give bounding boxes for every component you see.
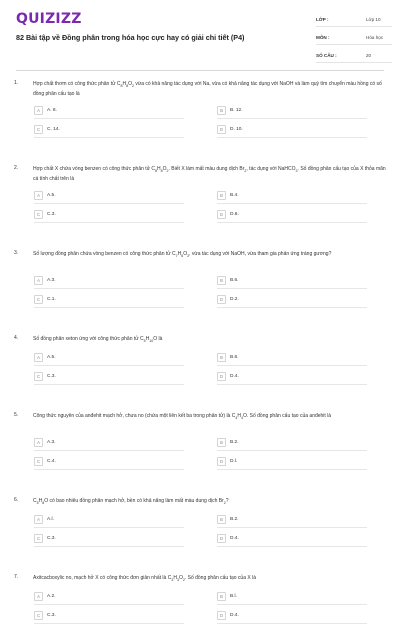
meta-value: 20	[366, 52, 372, 58]
option-text: B. 12.	[230, 107, 243, 113]
document-title: 82 Bài tập về Đồng phân trong hóa học cực hay có giải chi tiết (P4)	[16, 33, 245, 42]
option-text: B.2.	[230, 439, 239, 445]
option-letter-box: D	[217, 457, 226, 466]
quizizz-logo: QUIZIZZ	[16, 11, 82, 27]
option-letter-box: D	[217, 372, 226, 381]
option-underline	[34, 384, 184, 385]
option-text: D.4.	[230, 612, 239, 618]
answer-option-a[interactable]	[34, 274, 56, 286]
option-underline	[34, 604, 184, 605]
option-underline	[217, 384, 367, 385]
option-underline	[217, 527, 367, 528]
question-number: 7.	[14, 574, 19, 580]
option-letter-box: A	[34, 438, 43, 447]
option-text: B.6.	[230, 277, 239, 283]
option-underline	[34, 450, 184, 451]
question-number: 6.	[14, 497, 19, 503]
option-text: B.6.	[230, 354, 239, 360]
option-letter-box: B	[217, 592, 226, 601]
question-text: Số đồng phân xeton ứng với công thức phân tử $C_5H_{10}O$ là	[33, 336, 163, 343]
question-text: Số lượng đồng phân chứa vòng benzen có công thức phân tử $C_7H_6O_2$, vừa tác dụng với NaOH, vừa tham gia phản ứng tráng gương?	[33, 251, 332, 258]
option-letter-box: A	[34, 353, 43, 362]
answer-option-c[interactable]	[34, 123, 60, 135]
question-number: 4.	[14, 335, 19, 341]
meta-label: SỐ CÂU :	[316, 52, 337, 58]
answer-option-a[interactable]	[34, 590, 56, 602]
option-letter-box: B	[217, 276, 226, 285]
option-underline	[217, 469, 367, 470]
option-underline	[217, 604, 367, 605]
option-text: C. 14.	[47, 126, 60, 132]
option-text: D.4.	[230, 373, 239, 379]
answer-option-d[interactable]	[217, 370, 239, 382]
option-letter-box: B	[217, 438, 226, 447]
option-letter-box: A	[34, 515, 43, 524]
option-letter-box: A	[34, 106, 43, 115]
answer-option-d[interactable]	[217, 609, 239, 621]
option-text: C.3.	[47, 612, 56, 618]
option-text: D.2.	[230, 296, 239, 302]
option-text: C.3.	[47, 373, 56, 379]
answer-option-b[interactable]	[217, 189, 239, 201]
option-letter-box: A	[34, 592, 43, 601]
option-text: C.3.	[47, 535, 56, 541]
document-header	[0, 0, 400, 62]
option-underline	[217, 365, 367, 366]
option-letter-box: C	[34, 295, 43, 304]
option-letter-box: D	[217, 295, 226, 304]
option-text: D. 10.	[230, 126, 243, 132]
question-text: Hợp chất X chứa vòng benzen có công thức phân tử $C_8H_8O_2$. Biết X làm mất màu dung dịch $Br_2$, tác dụng với NaHCO$_3$. Số đồng phân cấu tạo của X thỏa mãn cá tính chất trên là	[33, 166, 386, 182]
option-text: A.l.	[47, 516, 54, 522]
meta-row-question-count	[316, 48, 392, 63]
option-text: C.3.	[47, 211, 56, 217]
option-underline	[34, 527, 184, 528]
question-text: Hợp chất thơm có công thức phân tử $C_8H_8O_2$ vừa có khả năng tác dụng với Na, vừa có khả năng tác dụng với NaOH và làm quỳ tím chuyển màu hồng có số đồng phân cấu tạo là	[33, 81, 382, 97]
option-underline	[217, 307, 367, 308]
answer-option-b[interactable]	[217, 590, 237, 602]
option-underline	[34, 203, 184, 204]
option-underline	[217, 450, 367, 451]
option-text: D.l.	[230, 458, 238, 464]
answer-option-c[interactable]	[34, 370, 56, 382]
answer-option-c[interactable]	[34, 532, 56, 544]
option-underline	[217, 222, 367, 223]
option-letter-box: B	[217, 191, 226, 200]
answer-option-c[interactable]	[34, 455, 56, 467]
option-underline	[34, 469, 184, 470]
question-number: 1.	[14, 80, 19, 86]
option-text: D.6.	[230, 211, 239, 217]
question-number: 3.	[14, 250, 19, 256]
option-underline	[217, 546, 367, 547]
option-underline	[34, 307, 184, 308]
answer-option-c[interactable]	[34, 208, 56, 220]
meta-row-grade	[316, 12, 392, 27]
option-letter-box: C	[34, 611, 43, 620]
option-letter-box: A	[34, 276, 43, 285]
option-underline	[34, 288, 184, 289]
option-text: A.3.	[47, 277, 56, 283]
option-letter-box: C	[34, 372, 43, 381]
option-letter-box: B	[217, 515, 226, 524]
answer-option-c[interactable]	[34, 293, 56, 305]
option-text: C.1.	[47, 296, 56, 302]
option-underline	[34, 222, 184, 223]
answer-option-b[interactable]	[217, 351, 239, 363]
option-text: D.4.	[230, 535, 239, 541]
option-underline	[34, 137, 184, 138]
answer-option-d[interactable]	[217, 455, 237, 467]
option-letter-box: B	[217, 353, 226, 362]
option-letter-box: D	[217, 534, 226, 543]
answer-option-b[interactable]	[217, 104, 243, 116]
option-letter-box: C	[34, 534, 43, 543]
option-letter-box: C	[34, 125, 43, 134]
option-text: A.2.	[47, 593, 56, 599]
meta-label: LỚP :	[316, 16, 329, 22]
question-number: 2.	[14, 165, 19, 171]
answer-option-b[interactable]	[217, 513, 239, 525]
meta-value: Lớp 10	[366, 16, 381, 22]
answer-option-a[interactable]	[34, 351, 56, 363]
option-text: B.l.	[230, 593, 237, 599]
question-text: $C_5H_8O$ có bao nhiêu đồng phân mạch hở, bền có khả năng làm mất màu dung dịch $Br_2$?	[33, 498, 229, 505]
option-underline	[34, 118, 184, 119]
answer-option-d[interactable]	[217, 293, 239, 305]
option-letter-box: C	[34, 457, 43, 466]
meta-row-subject	[316, 30, 392, 45]
answer-option-a[interactable]	[34, 436, 56, 448]
answer-option-d[interactable]	[217, 208, 239, 220]
option-letter-box: D	[217, 210, 226, 219]
option-underline	[34, 546, 184, 547]
option-letter-box: C	[34, 210, 43, 219]
option-letter-box: D	[217, 611, 226, 620]
answer-option-a[interactable]	[34, 189, 56, 201]
option-underline	[217, 203, 367, 204]
option-text: A. 8.	[47, 107, 57, 113]
option-underline	[217, 288, 367, 289]
option-text: B.4.	[230, 192, 239, 198]
header-divider	[16, 70, 384, 71]
option-text: A.5.	[47, 192, 56, 198]
option-underline	[34, 365, 184, 366]
answer-option-c[interactable]	[34, 609, 56, 621]
answer-option-b[interactable]	[217, 436, 239, 448]
answer-option-a[interactable]	[34, 513, 54, 525]
question-number: 5.	[14, 412, 19, 418]
option-letter-box: A	[34, 191, 43, 200]
option-text: A.3.	[47, 439, 56, 445]
meta-panel	[316, 12, 392, 66]
option-letter-box: D	[217, 125, 226, 134]
option-underline	[217, 137, 367, 138]
question-text: Công thức nguyên của anđehit mạch hở, chưa no (chứa một liên kết ba trong phân tử) là $C_4H_4O$. Số đồng phân cấu tạo của anđehit là	[33, 413, 332, 420]
answer-option-d[interactable]	[217, 532, 239, 544]
option-text: B.2.	[230, 516, 239, 522]
option-letter-box: B	[217, 106, 226, 115]
option-underline	[217, 118, 367, 119]
answer-option-b[interactable]	[217, 274, 239, 286]
meta-label: MÔN :	[316, 34, 330, 40]
answer-option-a[interactable]	[34, 104, 57, 116]
answer-option-d[interactable]	[217, 123, 243, 135]
question-text: Axitcacboxylic no, mạch hở X có công thức đơn giản nhất là $C_3H_3O_2$. Số đồng phân cấu tạo của X là	[33, 575, 256, 582]
option-text: C.4.	[47, 458, 56, 464]
option-text: A.5.	[47, 354, 56, 360]
meta-value: Hóa học	[366, 34, 384, 40]
